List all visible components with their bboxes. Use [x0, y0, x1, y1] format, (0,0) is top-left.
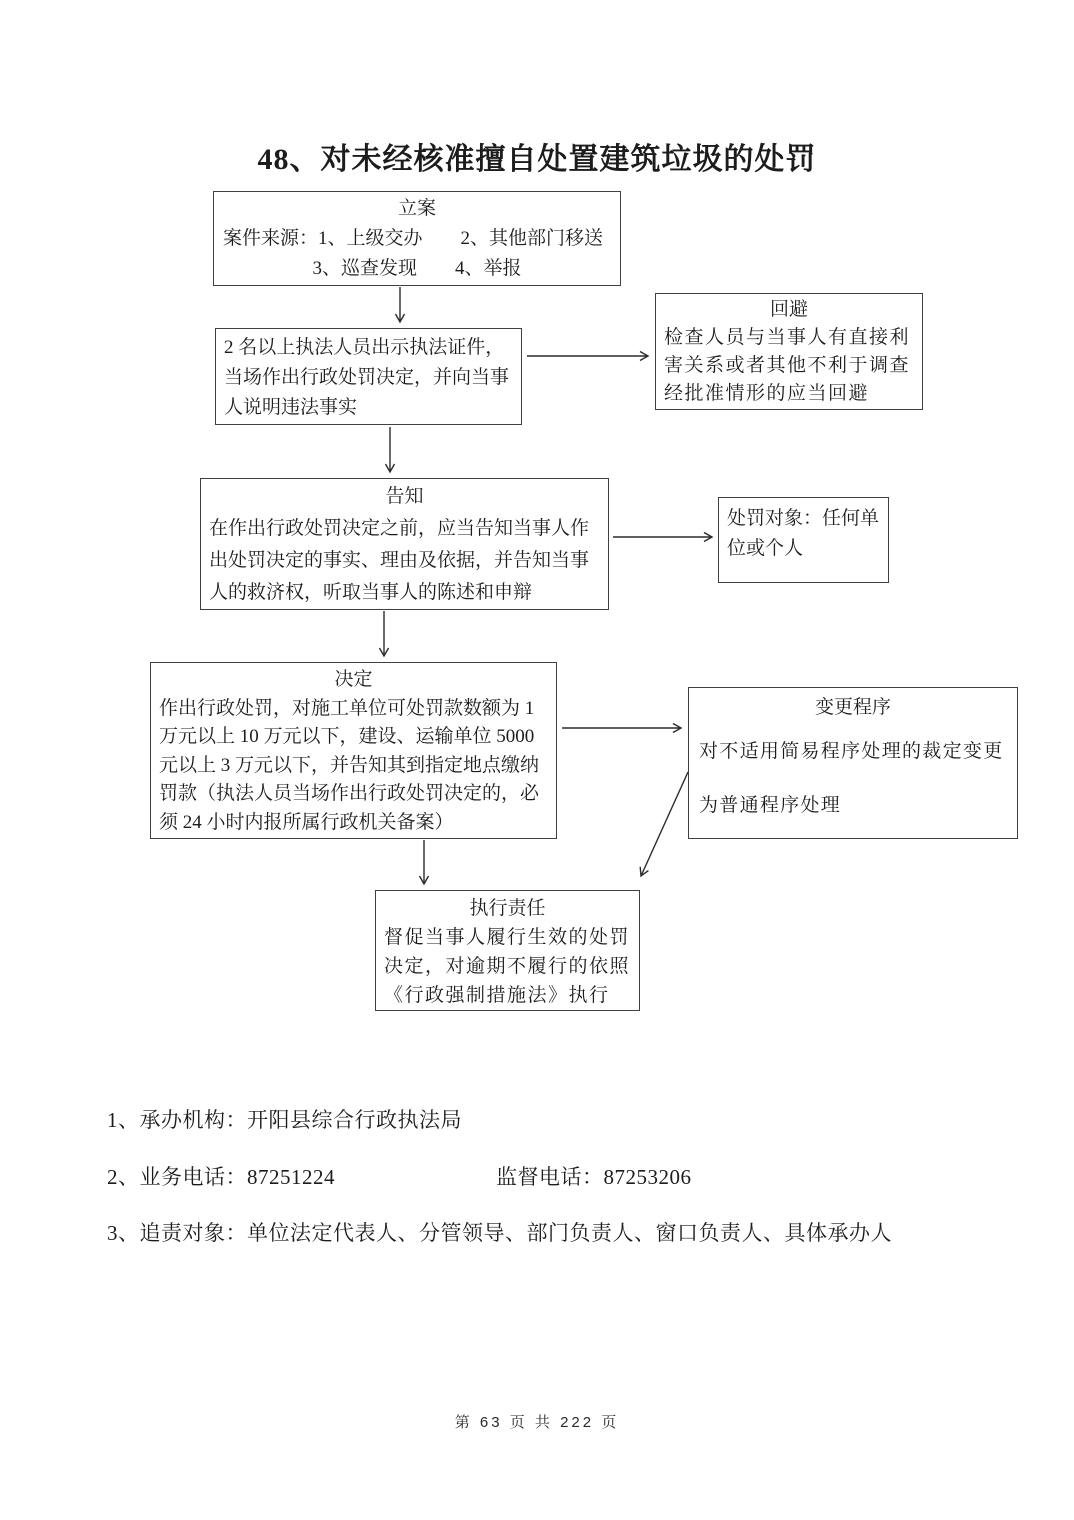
box-execution-duty [375, 890, 640, 1011]
box-filing [213, 191, 621, 286]
note-business-phone: 2、业务电话：87251224 [107, 1165, 335, 1189]
note-phone-numbers [107, 1161, 967, 1191]
box-recusal-text: 检查人员与当事人有直接利害关系或者其他不利于调查经批准情形的应当回避 [664, 327, 911, 404]
box-notification-text: 在作出行政处罚决定之前，应当告知当事人作出处罚决定的事实、理由及依据，并告知当事人的救济权，听取当事人的陈述和申辩 [209, 518, 590, 603]
box-procedure-change-title: 变更程序 [814, 697, 891, 718]
note-accountability-targets: 3、追责对象：单位法定代表人、分管领导、部门负责人、窗口负责人、具体承办人 [107, 1221, 892, 1245]
note-supervision-phone: 监督电话：87253206 [496, 1165, 692, 1189]
box-decision-title: 决定 [334, 669, 373, 690]
box-recusal [655, 293, 923, 410]
page-title: 48、对未经核准擅自处置建筑垃圾的处罚 [257, 143, 817, 176]
box-filing-sources-line2: 3、巡查发现 4、举报 [312, 258, 522, 279]
box-procedure-change-line1: 对不适用简易程序处理的裁定变更 [699, 741, 1004, 762]
box-notification [200, 478, 609, 610]
arrow-change-to-execution [641, 772, 688, 876]
note-undertaking-agency: 1、承办机构：开阳县综合行政执法局 [107, 1108, 462, 1132]
box-procedure-change [688, 687, 1018, 839]
box-recusal-title: 回避 [769, 299, 808, 320]
box-filing-sources-line1: 案件来源：1、上级交办 2、其他部门移送 [223, 228, 604, 249]
box-decision [150, 662, 557, 839]
box-enforcement-officers [215, 328, 522, 425]
box-enforcement-officers-text: 2 名以上执法人员出示执法证件，当场作出行政处罚决定，并向当事人说明违法事实 [224, 337, 510, 418]
box-penalty-target [718, 497, 889, 583]
box-notification-title: 告知 [385, 486, 424, 507]
box-execution-duty-text: 督促当事人履行生效的处罚决定，对逾期不履行的依照《行政强制措施法》执行 [384, 927, 631, 1006]
box-penalty-target-text: 处罚对象：任何单位或个人 [727, 508, 880, 559]
box-filing-title: 立案 [397, 198, 436, 219]
box-procedure-change-line2: 为普通程序处理 [699, 795, 842, 816]
box-execution-duty-title: 执行责任 [469, 898, 546, 919]
box-decision-text: 作出行政处罚，对施工单位可处罚款数额为 1 万元以上 10 万元以下，建设、运输单位 5000 元以上 3 万元以下，并告知其到指定地点缴纳罚款（执法人员当场作出行政处罚决定的，必须 24 小时内报所属行政机关备案） [159, 697, 540, 833]
page-footer: 第 63 页 共 222 页 [454, 1414, 620, 1431]
